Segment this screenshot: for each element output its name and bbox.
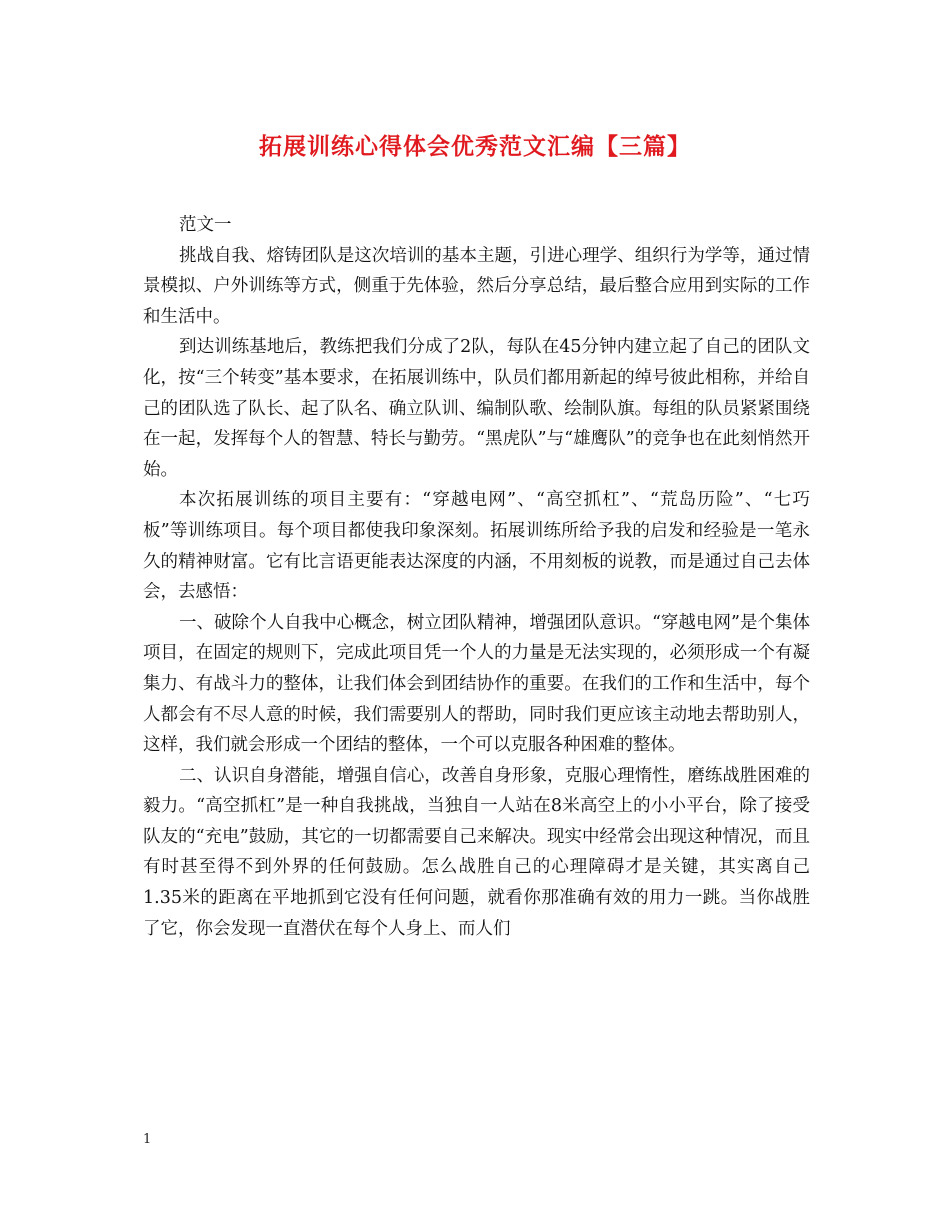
section-heading: 范文一 [179, 215, 232, 235]
paragraph-2: 到达训练基地后，教练把我们分成了2队，每队在45分钟内建立起了自己的团队文化，按“三个转变”基本要求，在拓展训练中，队员们都用新起的绰号彼此相称，并给自己的团队选了队长、起了队名、确立队训、编制队歌、绘制队旗。每组的队员紧紧围绕在一起，发挥每个人的智慧、特长与勤劳。“黑虎队”与“雄鹰队”的竞争也在此刻悄然开始。 [143, 337, 810, 480]
document-body [143, 210, 810, 944]
paragraph-3: 本次拓展训练的项目主要有：“穿越电网”、“高空抓杠”、“荒岛历险”、“七巧板”等训练项目。每个项目都使我印象深刻。拓展训练所给予我的启发和经验是一笔永久的精神财富。它有比言语更能表达深度的内涵，不用刻板的说教，而是通过自己去体会，去感悟： [143, 490, 810, 603]
paragraph-4: 一、破除个人自我中心概念，树立团队精神，增强团队意识。“穿越电网”是个集体项目，在固定的规则下，完成此项目凭一个人的力量是无法实现的，必须形成一个有凝集力、有战斗力的整体，让我们体会到团结协作的重要。在我们的工作和生活中，每个人都会有不尽人意的时候，我们需要别人的帮助，同时我们更应该主动地去帮助别人，这样，我们就会形成一个团结的整体，一个可以克服各种困难的整体。 [143, 612, 810, 756]
paragraph-1: 挑战自我、熔铸团队是这次培训的基本主题，引进心理学、组织行为学等，通过情景模拟、户外训练等方式，侧重于先体验，然后分享总结，最后整合应用到实际的工作和生活中。 [143, 245, 810, 327]
page-number: 1 [143, 1132, 152, 1147]
document-title: 拓展训练心得体会优秀范文汇编【三篇】 [259, 133, 691, 160]
paragraph-5: 二、认识自身潜能，增强自信心，改善自身形象，克服心理惰性，磨练战胜困难的毅力。“高空抓杠”是一种自我挑战，当独自一人站在8米高空上的小小平台，除了接受队友的“充电”鼓励，其它的一切都需要自己来解决。现实中经常会出现这种情况，而且有时甚至得不到外界的任何鼓励。怎么战胜自己的心理障碍才是关键，其实离自己1.35米的距离在平地抓到它没有任何问题，就看你那准确有效的用力一跳。当你战胜了它，你会发现一直潜伏在每个人身上、而人们 [143, 765, 810, 939]
